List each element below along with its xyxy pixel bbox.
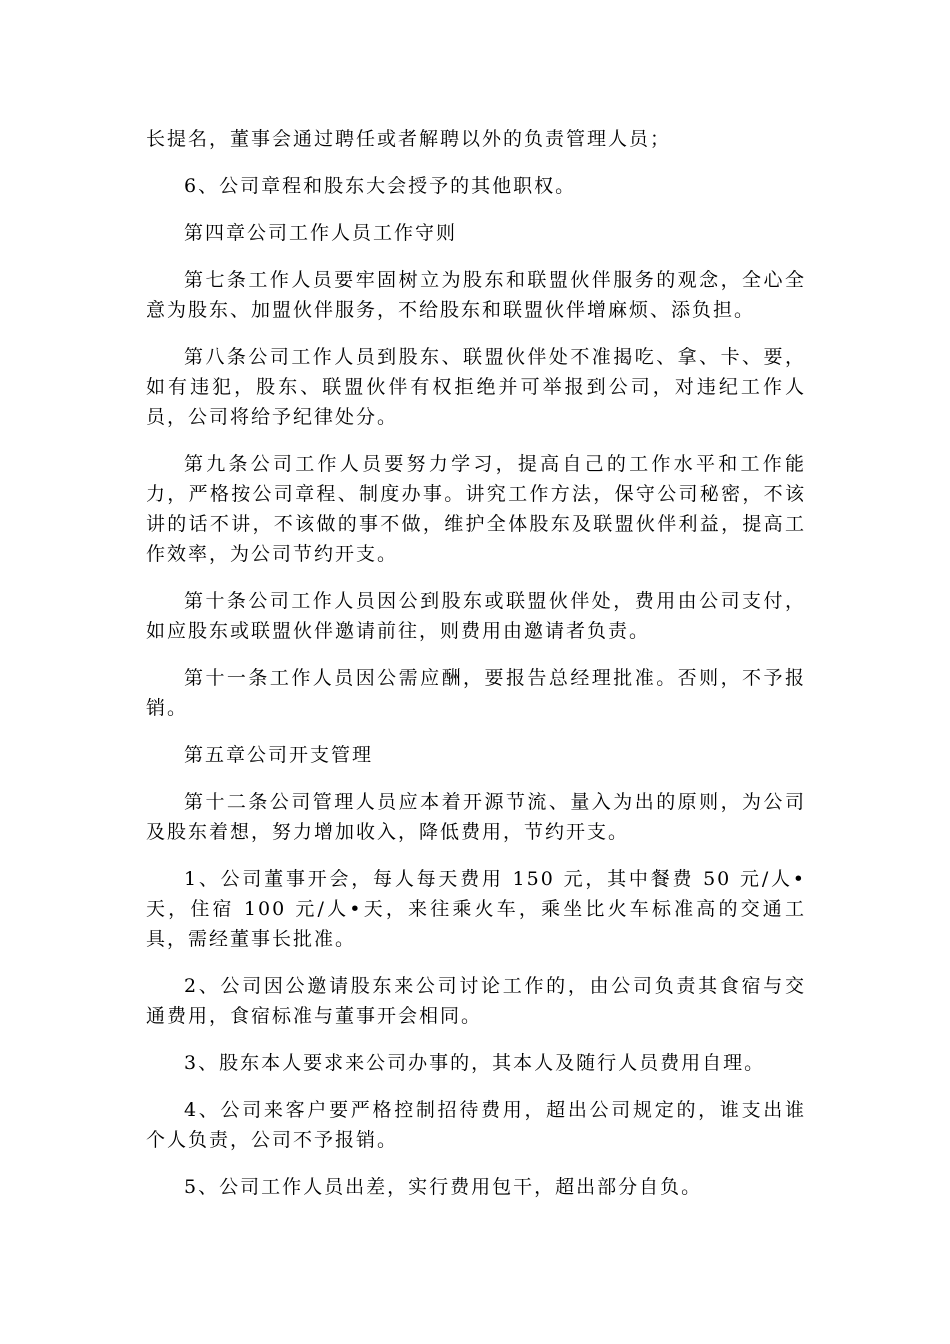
paragraph: 6、公司章程和股东大会授予的其他职权。 <box>184 175 577 197</box>
paragraph: 第十一条工作人员因公需应酬，要报告总经理批准。否则，不予报销。 <box>146 667 806 719</box>
paragraph: 第八条公司工作人员到股东、联盟伙伴处不准揭吃、拿、卡、要，如有违犯，股东、联盟伙伴有权拒绝并可举报到公司，对违纪工作人员，公司将给予纪律处分。 <box>146 346 806 428</box>
list-item: 5、公司工作人员出差，实行费用包干，超出部分自负。 <box>184 1176 703 1198</box>
paragraph: 第十条公司工作人员因公到股东或联盟伙伴处，费用由公司支付，如应股东或联盟伙伴邀请前往，则费用由邀请者负责。 <box>146 590 806 642</box>
paragraph: 长提名，董事会通过聘任或者解聘以外的负责管理人员； <box>146 128 672 150</box>
paragraph: 第九条公司工作人员要努力学习，提高自己的工作水平和工作能力，严格按公司章程、制度办事。讲究工作方法，保守公司秘密，不该讲的话不讲，不该做的事不做，维护全体股东及联盟伙伴利益，提高工作效率，为公司节约开支。 <box>146 453 806 565</box>
document-body <box>146 124 806 1219</box>
chapter-heading: 第四章公司工作人员工作守则 <box>184 222 458 244</box>
list-item: 3、股东本人要求来公司办事的，其本人及随行人员费用自理。 <box>184 1052 766 1074</box>
list-item: 1、公司董事开会，每人每天费用 150 元，其中餐费 50 元/人•天，住宿 100 元/人•天，来往乘火车，乘坐比火车标准高的交通工具，需经董事长批准。 <box>146 868 806 950</box>
paragraph: 第七条工作人员要牢固树立为股东和联盟伙伴服务的观念，全心全意为股东、加盟伙伴服务，不给股东和联盟伙伴增麻烦、添负担。 <box>146 269 806 321</box>
chapter-heading: 第五章公司开支管理 <box>184 744 374 766</box>
list-item: 2、公司因公邀请股东来公司讨论工作的，由公司负责其食宿与交通费用，食宿标准与董事开会相同。 <box>146 975 806 1027</box>
list-item: 4、公司来客户要严格控制招待费用，超出公司规定的，谁支出谁个人负责，公司不予报销。 <box>146 1099 806 1151</box>
paragraph: 第十二条公司管理人员应本着开源节流、量入为出的原则，为公司及股东着想，努力增加收入，降低费用，节约开支。 <box>146 791 806 843</box>
